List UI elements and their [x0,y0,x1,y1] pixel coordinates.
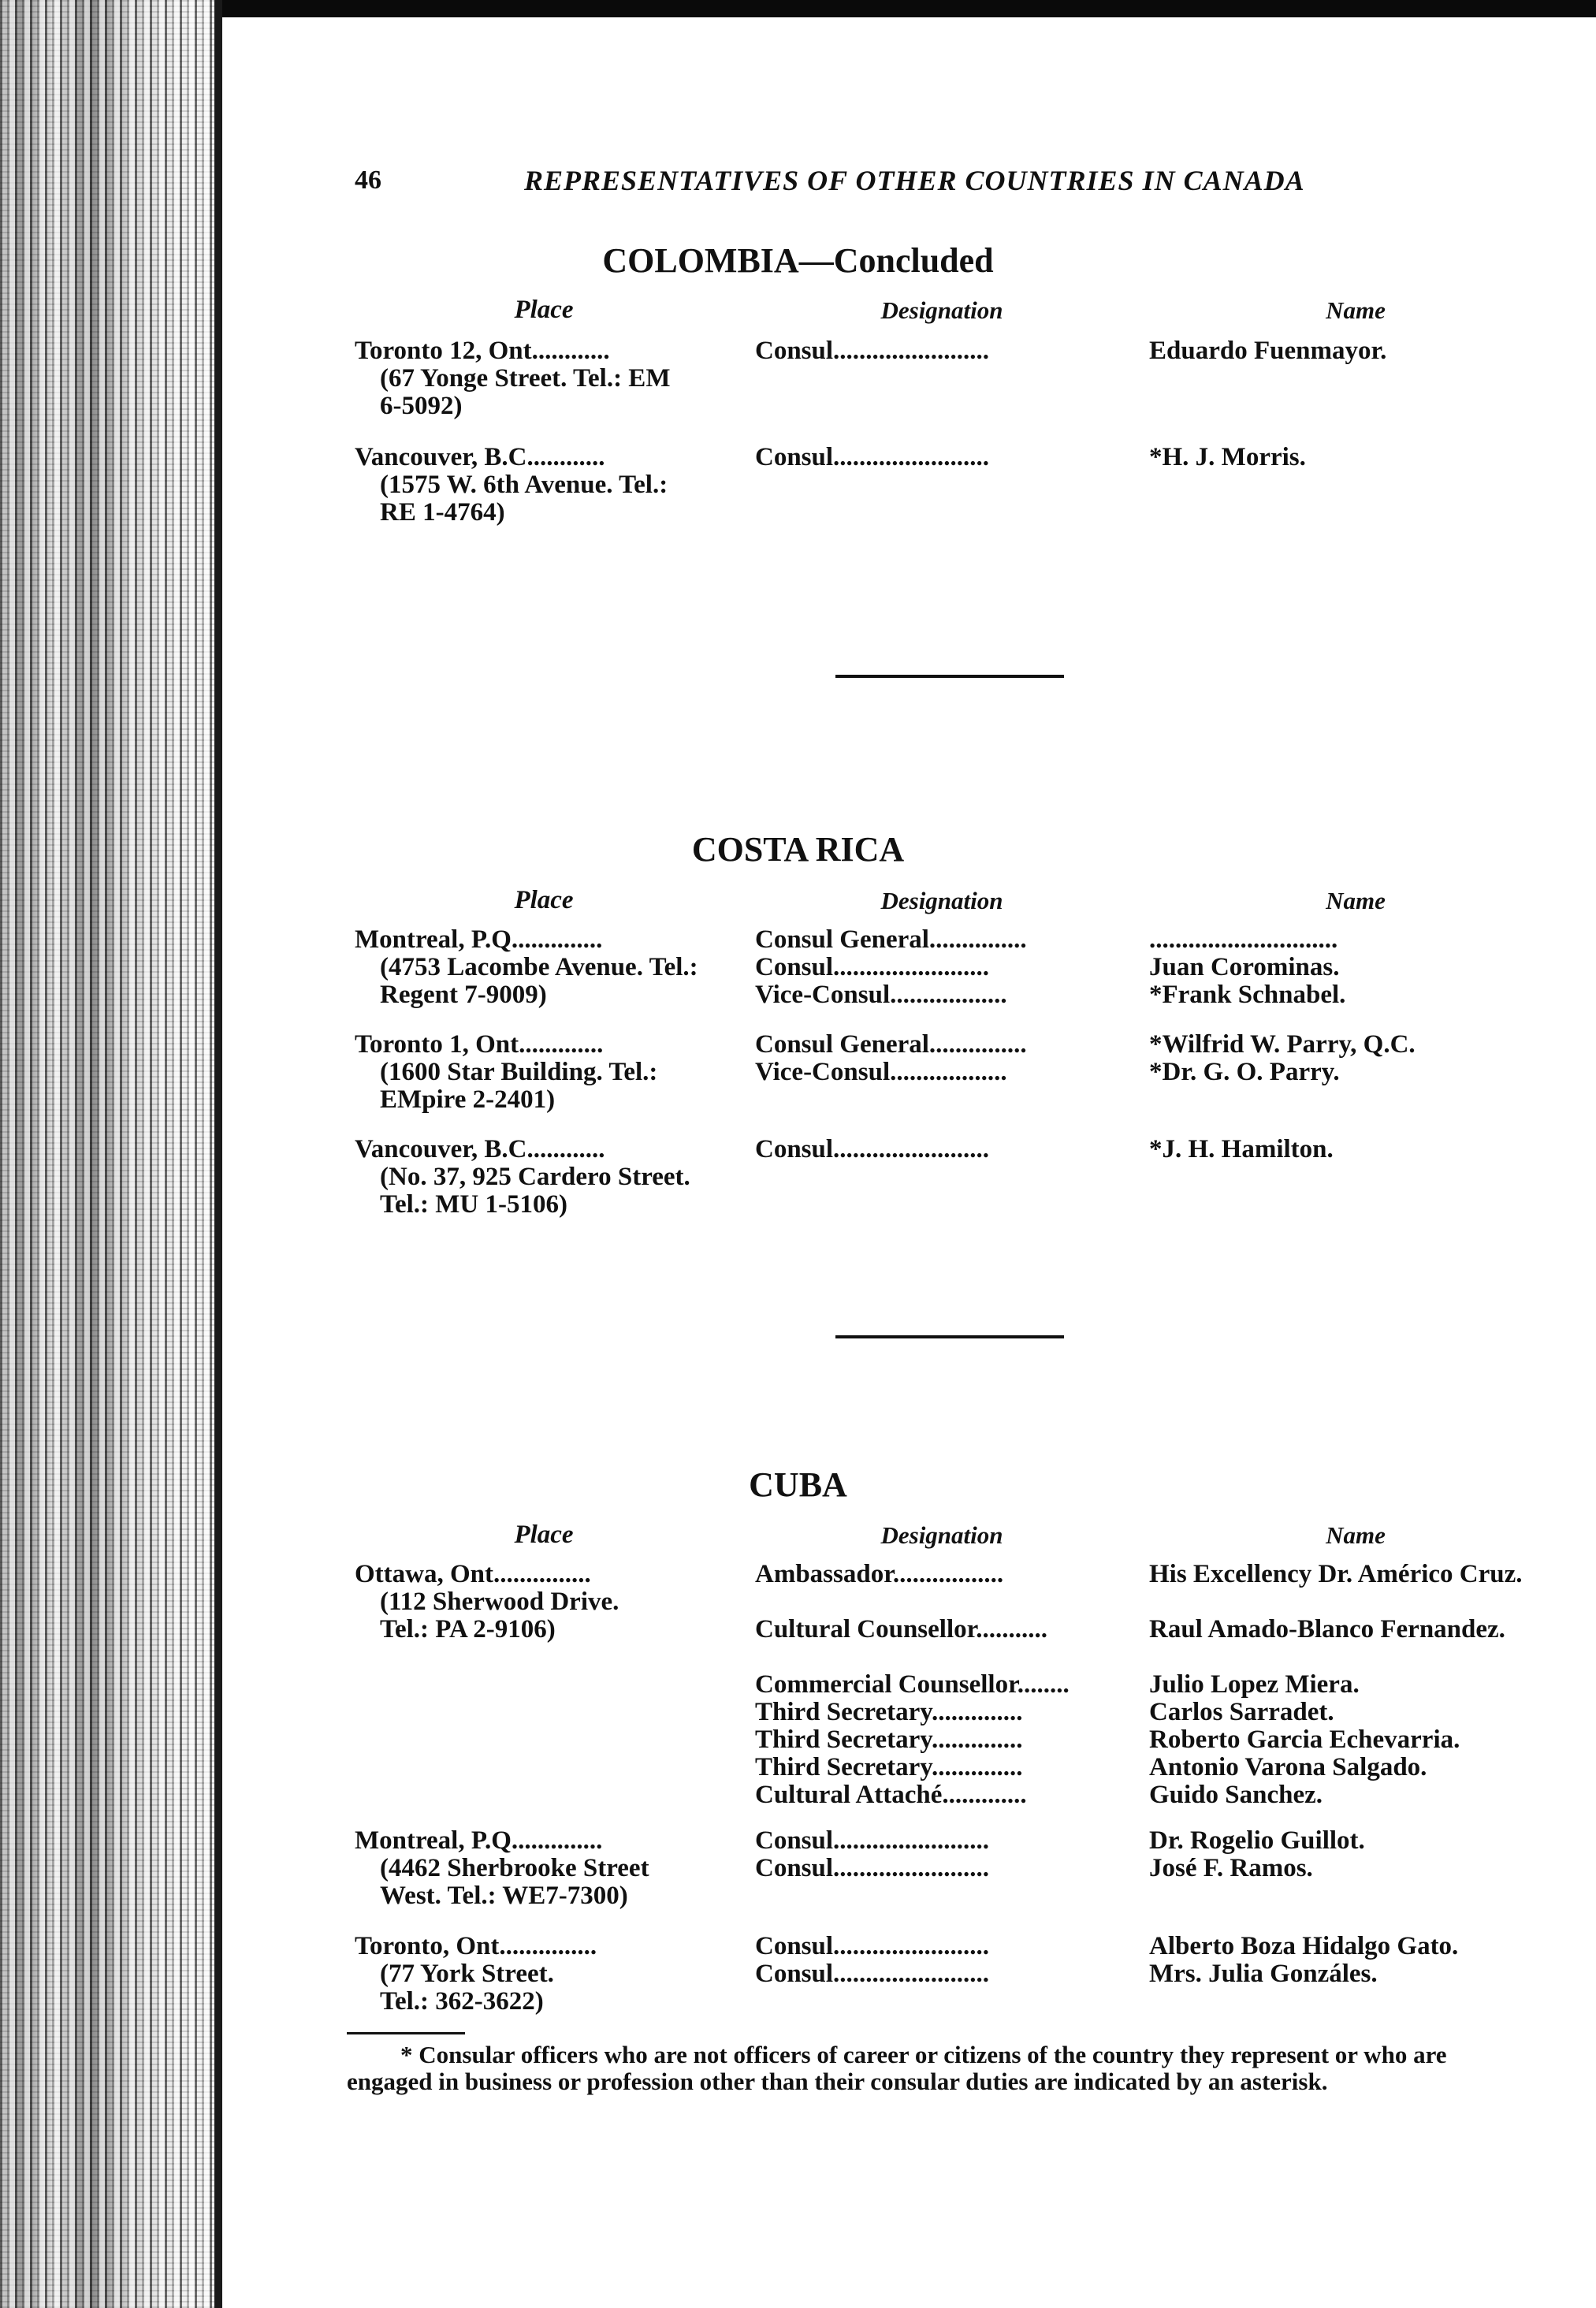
officer-row [755,337,1543,365]
page-gutter-shadow [214,0,222,2308]
entry-city: Vancouver, B.C............ [355,1136,605,1163]
place-cell [355,1136,733,1219]
designation: Consul........................ [755,1136,990,1163]
entry-city: Montreal, P.Q.............. [355,926,603,954]
entry-city: Vancouver, B.C............ [355,444,605,471]
designation: Third Secretary.............. [755,1726,1023,1754]
column-header-name: Name [1326,296,1386,324]
officer-name: *Frank Schnabel. [1149,981,1346,1009]
officer-row [755,1960,1543,1988]
officer-row [755,1781,1543,1809]
designation: Consul........................ [755,1933,990,1960]
entry-city: Montreal, P.Q.............. [355,1827,603,1855]
officer-name: Mrs. Julia Gonzáles. [1149,1960,1378,1988]
entry-address: (77 York Street. Tel.: 362-3622) [380,1960,554,2016]
designation: Ambassador................. [755,1561,1004,1588]
designation: Consul........................ [755,1855,990,1882]
designation: Vice-Consul.................. [755,981,1007,1009]
officer-name: *J. H. Hamilton. [1149,1135,1334,1163]
officer-rows [755,1933,1543,1988]
place-cell [355,1561,733,1644]
officer-name: Alberto Boza Hidalgo Gato. [1149,1932,1459,1960]
officer-name: Carlos Sarradet. [1149,1698,1334,1726]
designation: Consul........................ [755,1827,990,1855]
officer-rows [755,444,1543,471]
officer-name: Eduardo Fuenmayor. [1149,337,1387,365]
officer-row [755,981,1543,1009]
officer-row [755,1059,1543,1086]
place-cell [355,926,733,1009]
officer-name: Raul Amado-Blanco Fernandez. [1149,1615,1505,1644]
officer-name: *H. J. Morris. [1149,443,1306,471]
officer-rows [755,1136,1543,1163]
officer-name: Dr. Rogelio Guillot. [1149,1826,1365,1855]
scan-top-border [0,0,1596,17]
officer-row [755,444,1543,471]
designation: Cultural Counsellor........... [755,1616,1047,1644]
place-cell [355,1933,733,2016]
section-title-cuba: CUBA [749,1465,847,1504]
section-divider [835,1335,1064,1338]
officer-name: *Dr. G. O. Parry. [1149,1058,1340,1086]
officer-name: Julio Lopez Miera. [1149,1670,1360,1699]
column-header-designation: Designation [880,296,1003,324]
designation: Third Secretary.............. [755,1754,1023,1781]
entry-address: (4753 Lacombe Avenue. Tel.: Regent 7-9009) [380,953,698,1009]
officer-rows [755,1561,1543,1809]
designation: Third Secretary.............. [755,1699,1023,1726]
designation: Consul General............... [755,926,1027,954]
entry-address: (No. 37, 925 Cardero Street. Tel.: MU 1-5106) [380,1163,690,1219]
officer-row [755,926,1543,954]
footnote: * Consular officers who are not officers of career or citizens of the country they represent or who are engaged in business or profession other than their consular duties are indicated by an asterisk. [347,2041,1447,2095]
column-header-place: Place [514,1521,574,1549]
column-header-place: Place [514,296,574,324]
officer-name: José F. Ramos. [1149,1854,1313,1882]
officer-row [755,954,1543,981]
officer-row [755,1699,1543,1726]
entry-address: (112 Sherwood Drive. Tel.: PA 2-9106) [380,1588,619,1644]
column-header-name: Name [1326,1521,1386,1549]
officer-name: ............................. [1149,925,1338,954]
officer-row [755,1671,1543,1699]
designation: Cultural Attaché............. [755,1781,1027,1809]
section-divider [835,675,1064,678]
entry-city: Toronto 1, Ont............. [355,1031,604,1059]
column-header-designation: Designation [880,1521,1003,1549]
officer-row [755,1754,1543,1781]
page-number: 46 [355,166,381,195]
place-cell [355,1031,733,1114]
entry-address: (1600 Star Building. Tel.: EMpire 2-2401) [380,1058,658,1114]
officer-row [755,1136,1543,1163]
officer-name: Roberto Garcia Echevarria. [1149,1725,1460,1754]
entry-address: (1575 W. 6th Avenue. Tel.: RE 1-4764) [380,471,668,527]
officer-row [755,1933,1543,1960]
entry-address: (4462 Sherbrooke Street West. Tel.: WE7-7300) [380,1854,649,1910]
place-cell [355,1827,733,1910]
place-cell [355,337,733,420]
entry-address: (67 Yonge Street. Tel.: EM 6-5092) [380,364,671,420]
column-header-place: Place [514,886,574,914]
running-header-title: REPRESENTATIVES OF OTHER COUNTRIES IN CANADA [524,165,1305,196]
designation: Vice-Consul.................. [755,1059,1007,1086]
officer-row [755,1616,1543,1671]
designation: Consul General............... [755,1031,1027,1059]
officer-row [755,1855,1543,1882]
officer-row [755,1561,1543,1616]
place-cell [355,444,733,527]
column-header-designation: Designation [880,887,1003,914]
designation: Consul........................ [755,954,990,981]
officer-row [755,1031,1543,1059]
officer-rows [755,1031,1543,1086]
column-header-name: Name [1326,887,1386,914]
designation: Consul........................ [755,337,990,365]
officer-row [755,1827,1543,1855]
officer-rows [755,337,1543,365]
section-title-costa-rica: COSTA RICA [691,830,905,869]
officer-row [755,1726,1543,1754]
entry-city: Toronto, Ont............... [355,1933,597,1960]
officer-name: Guido Sanchez. [1149,1781,1323,1809]
officer-name: Antonio Varona Salgado. [1149,1753,1427,1781]
officer-name: *Wilfrid W. Parry, Q.C. [1149,1030,1416,1059]
officer-name: Juan Corominas. [1149,953,1340,981]
officer-rows [755,1827,1543,1882]
designation: Consul........................ [755,444,990,471]
footnote-rule [347,2032,465,2034]
officer-rows [755,926,1543,1009]
officer-name: His Excellency Dr. Américo Cruz. [1149,1560,1523,1588]
section-title-colombia: COLOMBIA—Concluded [602,241,994,280]
designation: Consul........................ [755,1960,990,1988]
entry-city: Toronto 12, Ont............ [355,337,610,365]
entry-city: Ottawa, Ont............... [355,1561,591,1588]
designation: Commercial Counsellor........ [755,1671,1070,1699]
book-spine-edge [0,0,222,2308]
